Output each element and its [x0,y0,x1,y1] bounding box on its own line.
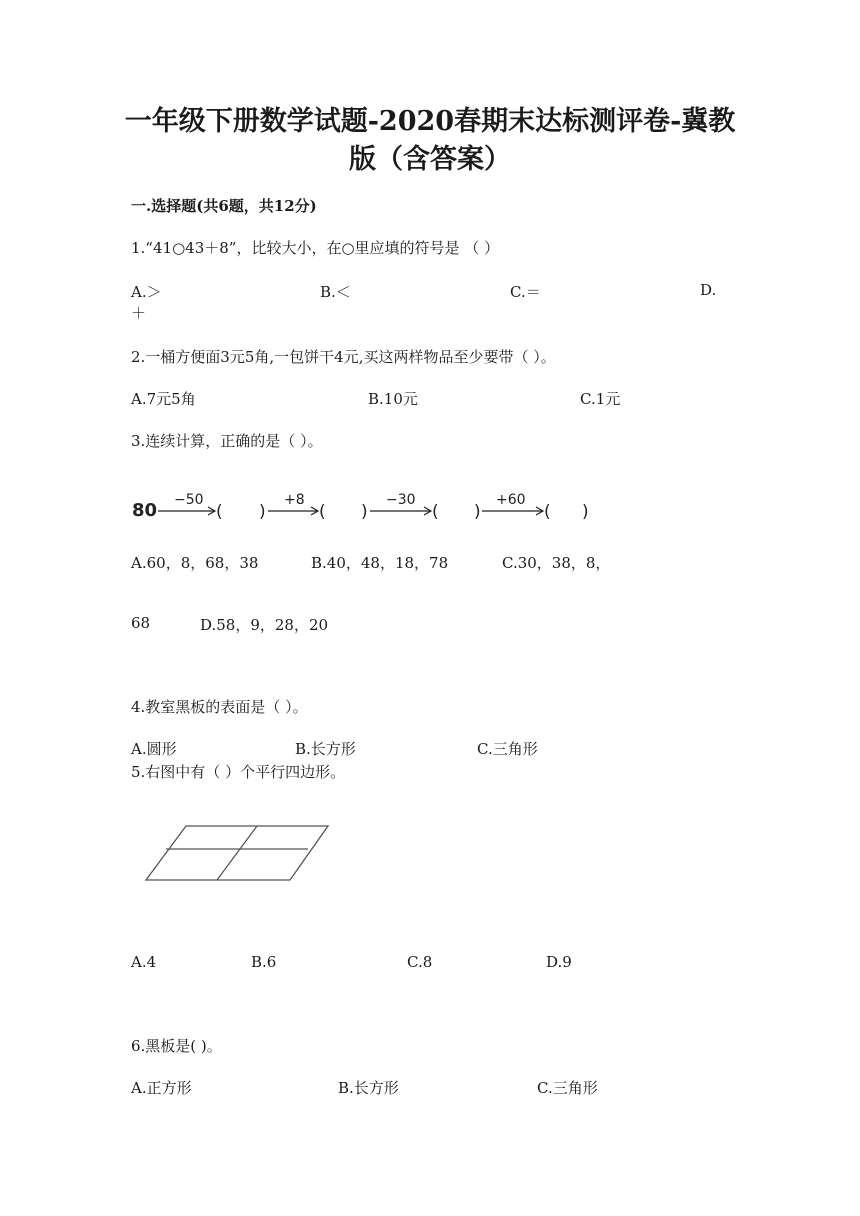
question-3-option-c-cont: 68 [131,614,151,632]
question-4-option-a: A.圆形 [131,740,177,758]
question-5-option-d: D.9 [546,953,572,971]
question-6-option-c: C.三角形 [537,1079,598,1097]
blank-3-close: ) [474,502,481,522]
section-heading: 一.选择题(共6题，共12分) [131,197,317,215]
question-3-option-c: C.30，38，8， [502,554,611,572]
blank-4-open: ( [544,502,551,522]
question-1-text: 1.“41○43＋8”，比较大小，在○里应填的符号是 （ ） [131,239,500,257]
question-5-option-c: C.8 [407,953,433,971]
question-3-option-b: B.40，48，18，78 [311,554,449,572]
question-1-option-b: B.＜ [320,283,351,301]
question-2-text: 2.一桶方便面3元5角,一包饼干4元,买这两样物品至少要带（ ）。 [131,348,556,366]
question-5-text: 5.右图中有（ ）个平行四边形。 [131,763,346,781]
blank-2-close: ) [361,502,368,522]
question-4-option-c: C.三角形 [477,740,538,758]
arrow-4-operation: +60 [496,492,526,508]
question-1-option-d-value: ＋ [131,304,147,322]
arrow-3-operation: −30 [386,492,416,508]
parallelogram-figure [140,820,335,885]
question-1-option-a: A.＞ [131,283,162,301]
question-2-option-b: B.10元 [368,390,418,408]
blank-2-open: ( [319,502,326,522]
question-4-text: 4.教室黑板的表面是（ ）。 [131,698,308,716]
question-6-text: 6.黑板是( )。 [131,1037,222,1055]
slanted-divider [217,826,257,880]
question-2-option-c: C.1元 [580,390,621,408]
question-3-option-d: D.58，9，28，20 [200,616,329,634]
arrow-2-operation: +8 [284,492,305,508]
page-title-line-1: 一年级下册数学试题-2020春期末达标测评卷-冀教 [124,106,736,137]
arrow-1-operation: −50 [174,492,204,508]
question-5-option-b: B.6 [251,953,277,971]
question-4-option-b: B.长方形 [295,740,356,758]
blank-4-close: ) [582,502,589,522]
chain-start-number: 80 [132,500,158,521]
question-3-text: 3.连续计算，正确的是（ ）。 [131,432,323,450]
page-title-line-2: 版（含答案） [349,144,511,175]
question-1-option-c: C.＝ [510,283,541,301]
blank-3-open: ( [432,502,439,522]
question-6-option-a: A.正方形 [131,1079,192,1097]
question-6-option-b: B.长方形 [338,1079,399,1097]
chain-calculation-diagram [128,486,598,526]
question-2-option-a: A.7元5角 [131,390,196,408]
question-5-option-a: A.4 [131,953,157,971]
blank-1-close: ) [259,502,266,522]
question-3-option-a: A.60，8，68，38 [131,554,259,572]
blank-1-open: ( [216,502,223,522]
question-1-option-d: D. [700,281,717,299]
